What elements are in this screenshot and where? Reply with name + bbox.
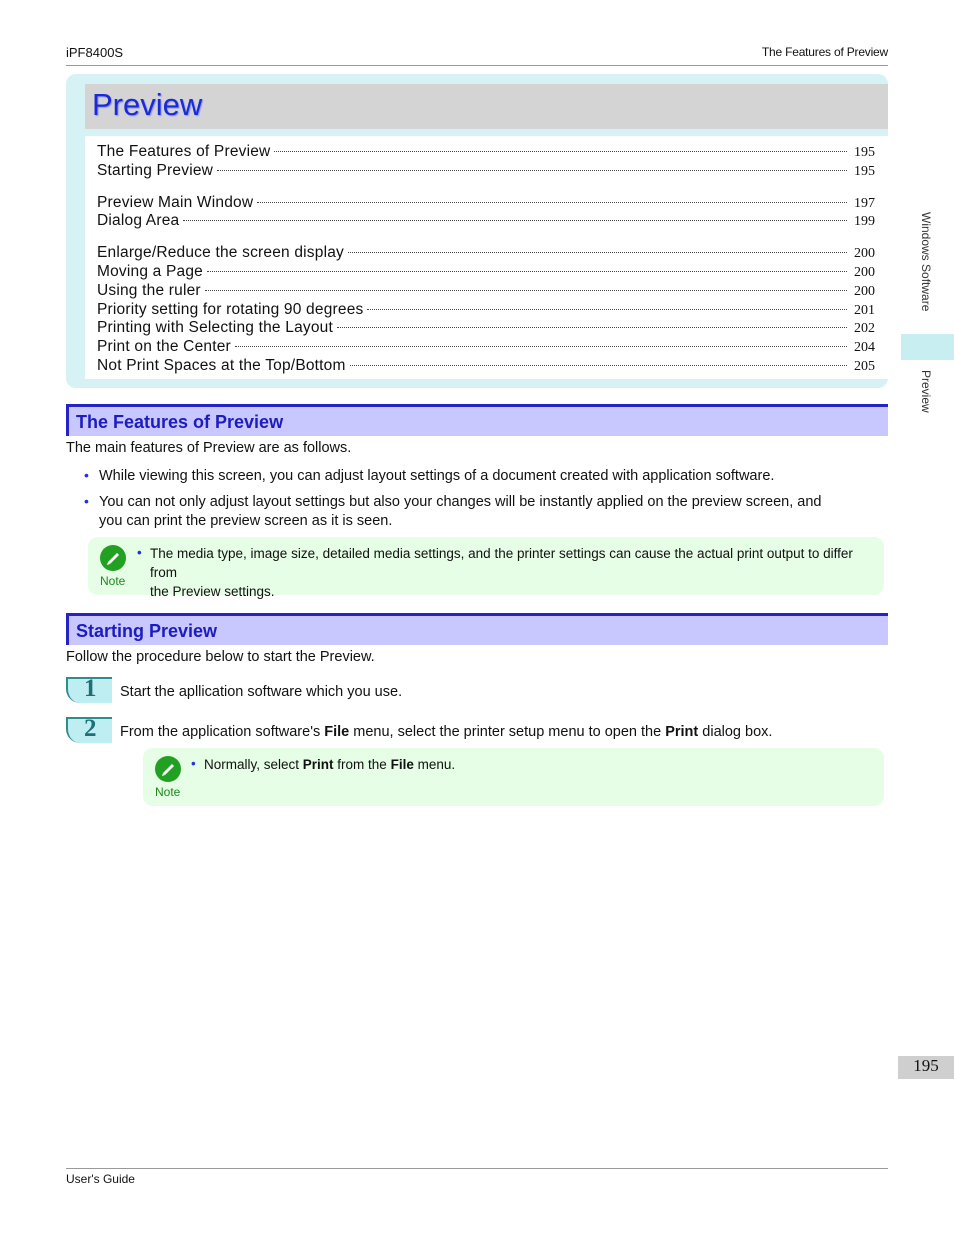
toc-entry-page: 200 (854, 246, 875, 261)
header-rule (66, 65, 888, 66)
toc-entry-title[interactable]: Starting Preview (97, 162, 214, 179)
toc-entry[interactable] (97, 263, 875, 282)
toc-entry-page: 200 (854, 265, 875, 280)
step-number-2: 2 (66, 717, 112, 743)
toc-entry-title[interactable]: Priority setting for rotating 90 degrees (97, 301, 364, 318)
toc-entry-page: 202 (854, 321, 875, 336)
toc-entry-title[interactable]: Printing with Selecting the Layout (97, 319, 333, 336)
bullet-continuation: you can print the preview screen as it is seen. (99, 513, 393, 529)
note-label: Note (100, 574, 126, 588)
pencil-note-icon (155, 756, 181, 782)
toc-entry-title[interactable]: The Features of Preview (97, 143, 271, 160)
toc-entry[interactable] (97, 143, 875, 162)
pencil-note-icon (100, 545, 126, 571)
toc-entry-title[interactable]: Print on the Center (97, 338, 231, 355)
toc-entry[interactable] (97, 244, 875, 263)
note-box (88, 537, 884, 599)
features-intro: The main features of Preview are as follows. (66, 440, 352, 456)
bullet-item: • You can not only adjust layout settings but also your changes will be instantly applied on the preview screen, and (84, 493, 822, 510)
page-number: 195 (913, 1056, 939, 1075)
toc-entry[interactable] (97, 301, 875, 320)
toc-entry[interactable] (97, 162, 875, 181)
bullet-icon: • (137, 545, 142, 560)
toc-entry-page: 195 (854, 164, 875, 179)
step-1-text: Start the apllication software which you use. (120, 684, 403, 700)
toc-entry[interactable] (97, 282, 875, 301)
toc-entry-title[interactable]: Not Print Spaces at the Top/Bottom (97, 357, 346, 374)
note-text: • Normally, select Print from the File menu. (191, 756, 456, 772)
side-chapter-label[interactable]: Windows Software (919, 212, 933, 312)
toc-entry[interactable] (97, 338, 875, 357)
side-tab-active (901, 334, 954, 360)
toc-entry-title[interactable]: Dialog Area (97, 212, 180, 229)
header-model: iPF8400S (66, 45, 124, 60)
step-number-1: 1 (66, 677, 112, 703)
bullet-icon: • (84, 467, 89, 483)
toc-entry-page: 200 (854, 284, 875, 299)
toc-entry-page: 201 (854, 303, 875, 318)
toc-entry-page: 197 (854, 196, 875, 211)
toc-entry-page: 195 (854, 145, 875, 160)
title-bar (85, 84, 888, 129)
toc-entry[interactable] (97, 194, 875, 213)
toc-entry-page: 204 (854, 340, 875, 355)
bullet-item: • While viewing this screen, you can adjust layout settings of a document created with application software. (84, 467, 775, 484)
step-2-text: From the application software's File menu, select the printer setup menu to open the Print dialog box. (120, 724, 773, 740)
footer-rule (66, 1168, 888, 1169)
section-heading-features (66, 404, 888, 436)
section-heading-text: Starting Preview (76, 621, 218, 641)
footer-text: User's Guide (66, 1172, 135, 1186)
toc-entry[interactable] (97, 357, 875, 376)
bullet-icon: • (191, 756, 196, 771)
toc-entry-title[interactable]: Using the ruler (97, 282, 201, 299)
toc-entry-page: 199 (854, 214, 875, 229)
starting-intro: Follow the procedure below to start the Preview. (66, 649, 375, 665)
toc-entry[interactable] (97, 319, 875, 338)
toc-entry-title[interactable]: Preview Main Window (97, 194, 254, 211)
bullet-icon: • (84, 493, 89, 509)
note-box (143, 748, 884, 806)
note-text: • The media type, image size, detailed media settings, and the printer settings can cause the actual print output to differ from the Preview settings. (137, 545, 853, 599)
section-heading-starting (66, 613, 888, 645)
toc-entry-title[interactable]: Moving a Page (97, 263, 203, 280)
section-heading-text: The Features of Preview (76, 412, 284, 432)
page-title: Preview (92, 87, 203, 122)
header-section-title: The Features of Preview (761, 45, 888, 59)
toc-entry-page: 205 (854, 359, 875, 374)
toc-entry[interactable] (97, 212, 875, 231)
side-section-label[interactable]: Preview (919, 370, 933, 413)
note-label: Note (155, 785, 181, 799)
toc-entry-title[interactable]: Enlarge/Reduce the screen display (97, 244, 344, 261)
